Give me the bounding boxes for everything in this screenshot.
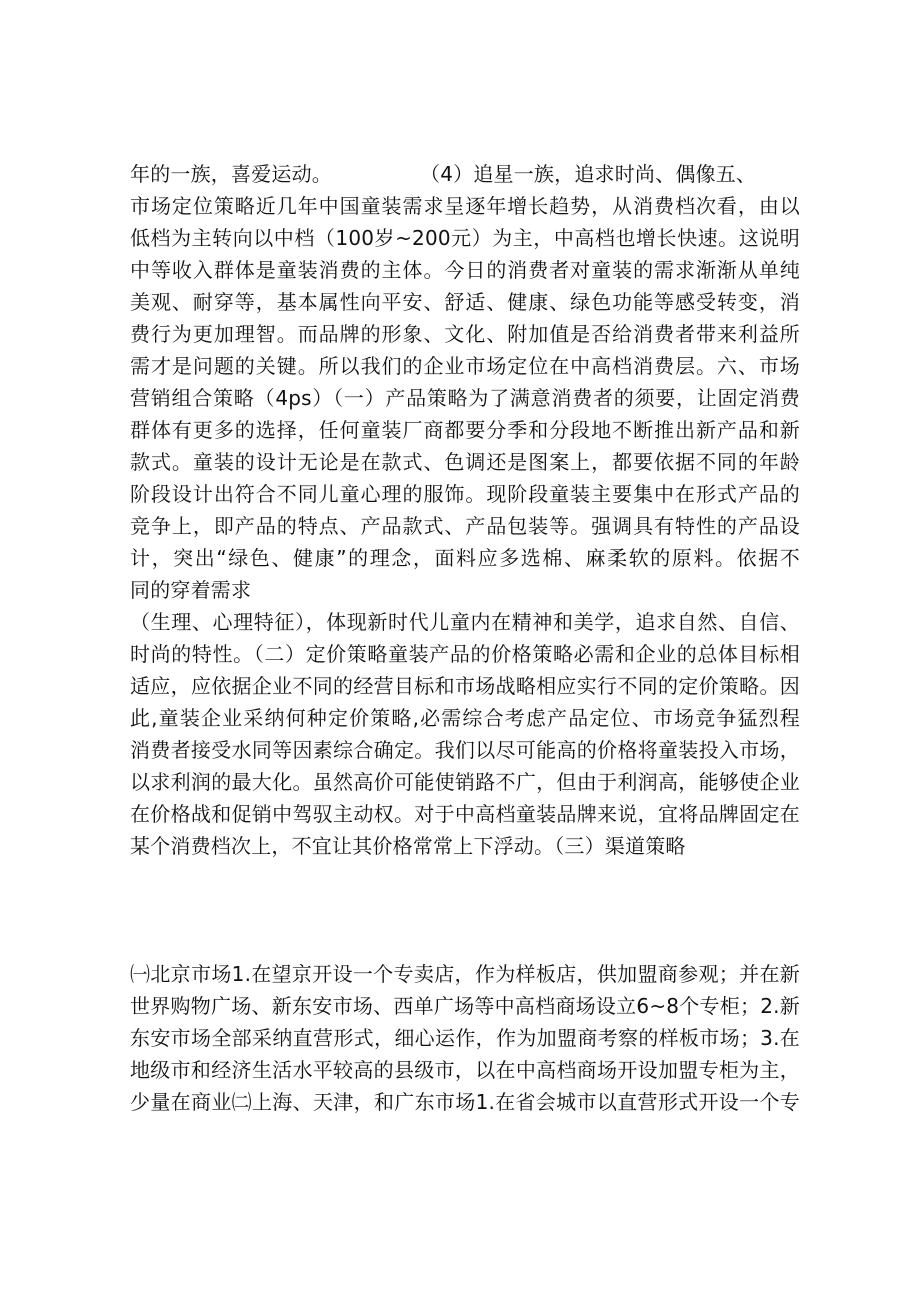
text-line: 在价格战和促销中驾驭主动权。对于中高档童装品牌来说，宜将品牌固定在 <box>130 802 800 826</box>
text-line: ㈠北京市场1.在望京开设一个专卖店，作为样板店，供加盟商参观；并在新 <box>130 962 800 986</box>
text-line: 需才是问题的关键。所以我们的企业市场定位在中高档消费层。六、市场 <box>130 354 800 378</box>
text-line: 少量在商业㈡上海、天津，和广东市场1.在省会城市以直营形式开设一个专 <box>130 1090 800 1114</box>
text-line <box>130 158 800 190</box>
paragraph-main <box>130 158 800 862</box>
text-line: 适应，应依据企业不同的经营目标和市场战略相应实行不同的定价策略。因 <box>130 674 800 698</box>
text-line: 某个消费档次上，不宜让其价格常常上下浮动。（三）渠道策略 <box>130 834 686 858</box>
text-line: 东安市场全部采纳直营形式，细心运作，作为加盟商考察的样板市场；3.在 <box>130 1026 800 1050</box>
text-line: 以求利润的最大化。虽然高价可能使销路不广，但由于利润高，能够使企业 <box>130 770 800 794</box>
text-line: 世界购物广场、新东安市场、西单广场等中高档商场设立6~8个专柜；2.新 <box>130 994 800 1018</box>
text-line: 中等收入群体是童装消费的主体。今日的消费者对童装的需求渐渐从单纯 <box>130 258 800 282</box>
text-line: 地级市和经济生活水平较高的县级市，以在中高档商场开设加盟专柜为主， <box>130 1058 800 1082</box>
text-line: 竞争上，即产品的特点、产品款式、产品包装等。强调具有特性的产品设 <box>130 514 800 538</box>
text-line: 阶段设计出符合不同儿童心理的服饰。现阶段童装主要集中在形式产品的 <box>130 482 800 506</box>
text-line: 低档为主转向以中档（100岁~200元）为主，中高档也增长快速。这说明 <box>130 226 800 250</box>
text-line: （生理、心理特征），体现新时代儿童内在精神和美学，追求自然、自信、 <box>130 610 800 634</box>
text-line: 同的穿着需求 <box>130 578 252 602</box>
text-line: 计，突出“绿色、健康”的理念，面料应多选棉、麻柔软的原料。依据不 <box>130 546 800 570</box>
text-fragment: （4）追星一族，追求时尚、偶像五、 <box>420 162 757 186</box>
text-line: 群体有更多的选择，任何童装厂商都要分季和分段地不断推出新产品和新 <box>130 418 800 442</box>
text-line: 营销组合策略（4ps）（一）产品策略为了满意消费者的须要，让固定消费 <box>130 386 800 410</box>
text-line: 费行为更加理智。而品牌的形象、文化、附加值是否给消费者带来利益所 <box>130 322 800 346</box>
text-line: 美观、耐穿等，基本属性向平安、舒适、健康、绿色功能等感受转变，消 <box>130 290 800 314</box>
text-fragment: 年的一族，喜爱运动。 <box>130 162 332 186</box>
paragraph-channels <box>130 958 800 1118</box>
text-line: 消费者接受水同等因素综合确定。我们以尽可能高的价格将童装投入市场， <box>130 738 800 762</box>
text-line: 款式。童装的设计无论是在款式、色调还是图案上，都要依据不同的年龄 <box>130 450 800 474</box>
text-line: 市场定位策略近几年中国童装需求呈逐年增长趋势，从消费档次看，由以 <box>130 194 800 218</box>
text-line: 时尚的特性。（二）定价策略童装产品的价格策略必需和企业的总体目标相 <box>130 642 800 666</box>
text-line: 此,童装企业采纳何种定价策略,必需综合考虑产品定位、市场竞争猛烈程 <box>130 706 800 730</box>
